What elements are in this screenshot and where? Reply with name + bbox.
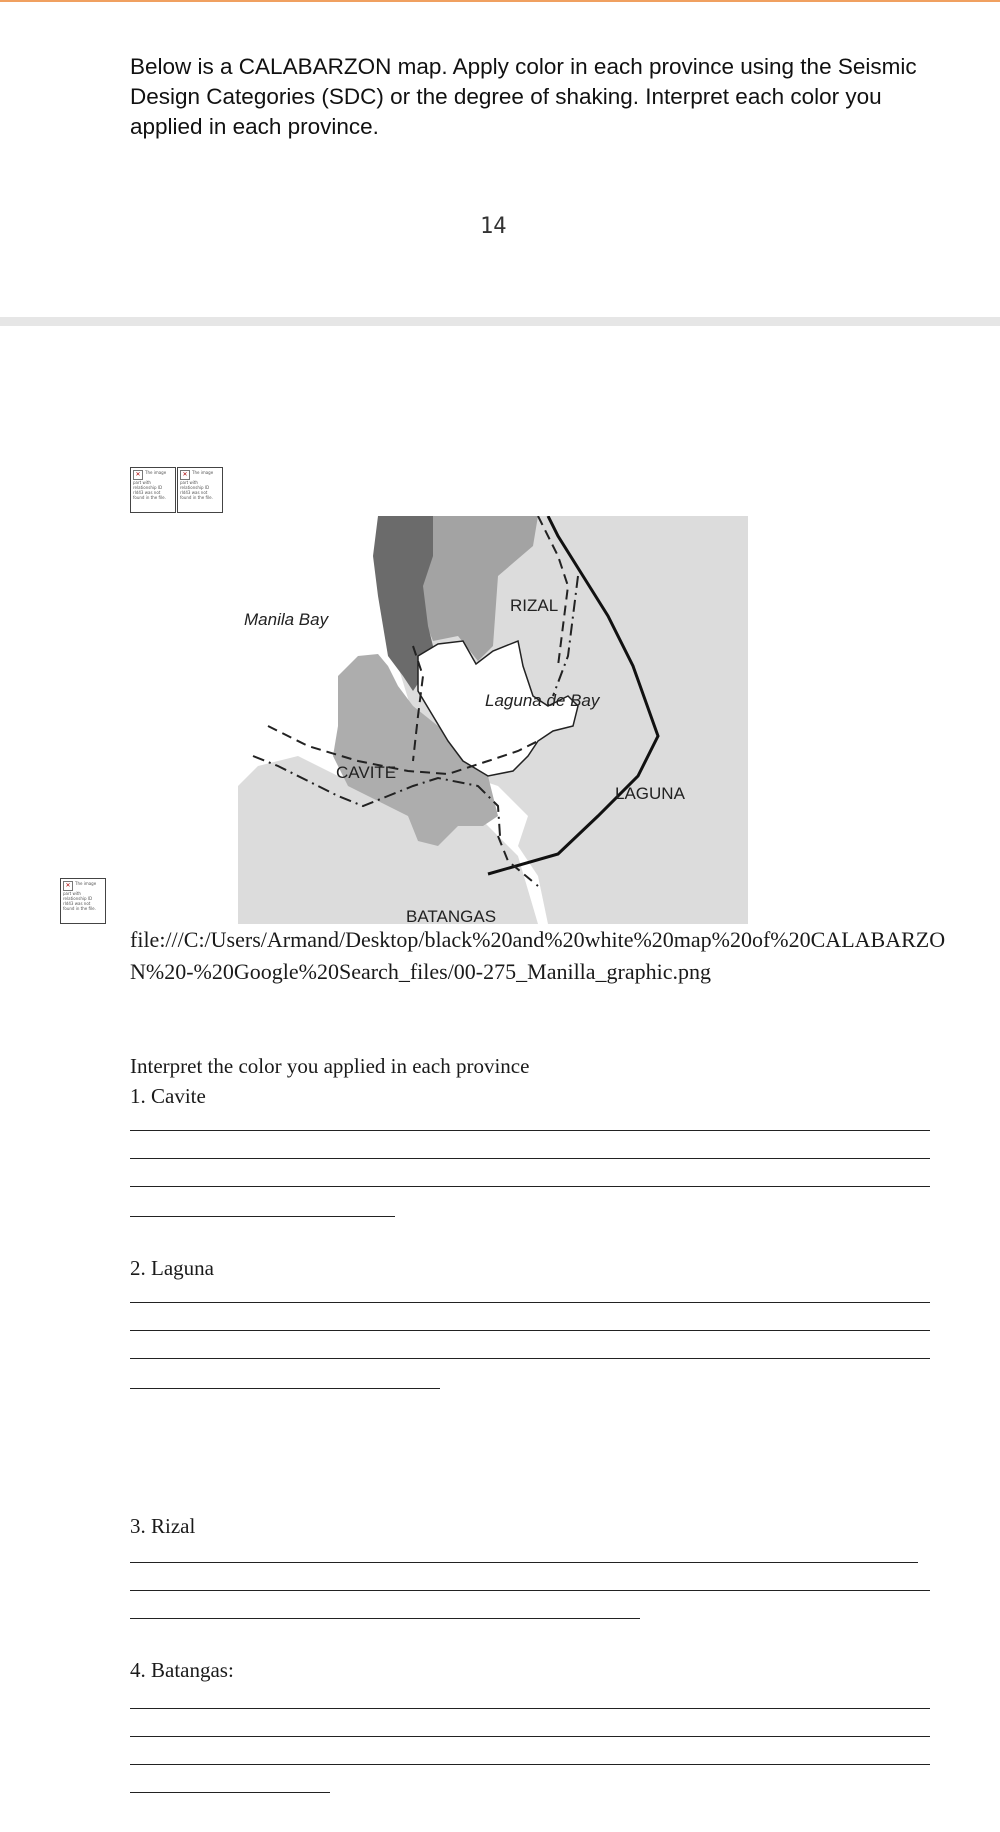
answer-line[interactable]	[130, 1618, 640, 1619]
question-batangas: 4. Batangas:	[130, 1658, 234, 1682]
question-rizal: 3. Rizal	[130, 1514, 196, 1538]
answer-line[interactable]	[130, 1302, 930, 1303]
image-file-path: file:///C:/Users/Armand/Desktop/black%20and%20white%20map%20of%20CALABARZON%20-%20Google%20Search_files/00-275_Manilla_graphic.png	[130, 927, 946, 984]
answer-line[interactable]	[130, 1186, 930, 1187]
broken-image-placeholder: ✕ The image part with relationship ID rId43 was not found in the file.	[60, 878, 106, 924]
broken-image-icon: ✕	[180, 470, 190, 480]
label-laguna: LAGUNA	[615, 784, 685, 803]
label-laguna-de-bay: Laguna de Bay	[485, 691, 600, 710]
answer-line[interactable]	[130, 1792, 330, 1793]
question-cavite: 1. Cavite	[130, 1084, 206, 1108]
broken-image-icon: ✕	[63, 881, 73, 891]
broken-image-icon: ✕	[133, 470, 143, 480]
answer-line[interactable]	[130, 1388, 440, 1389]
answer-line[interactable]	[130, 1708, 930, 1709]
answer-line[interactable]	[130, 1590, 930, 1591]
answer-line[interactable]	[130, 1130, 930, 1131]
answer-line[interactable]	[130, 1158, 930, 1159]
label-cavite: CAVITE	[336, 763, 397, 782]
label-rizal: RIZAL	[510, 596, 559, 615]
question-laguna: 2. Laguna	[130, 1256, 214, 1280]
page-separator	[0, 317, 1000, 326]
answer-line[interactable]	[130, 1216, 395, 1217]
page-number: 14	[480, 214, 507, 239]
top-accent-line	[0, 0, 1000, 2]
calabarzon-map	[238, 516, 748, 924]
broken-image-placeholder: ✕ The image part with relationship ID rId43 was not found in the file.	[177, 467, 223, 513]
label-manila-bay: Manila Bay	[244, 610, 329, 629]
instructions-text: Below is a CALABARZON map. Apply color in each province using the Seismic Design Categories (SDC) or the degree of shaking. Interpret each color you applied in each province.	[130, 54, 917, 139]
answer-line[interactable]	[130, 1764, 930, 1765]
label-batangas: BATANGAS	[406, 907, 497, 924]
answer-line[interactable]	[130, 1562, 918, 1563]
broken-image-placeholder: ✕ The image part with relationship ID rId43 was not found in the file.	[130, 467, 176, 513]
answer-line[interactable]	[130, 1358, 930, 1359]
interpret-heading: Interpret the color you applied in each province	[130, 1054, 530, 1078]
map-svg	[238, 516, 748, 924]
answer-line[interactable]	[130, 1330, 930, 1331]
answer-line[interactable]	[130, 1736, 930, 1737]
